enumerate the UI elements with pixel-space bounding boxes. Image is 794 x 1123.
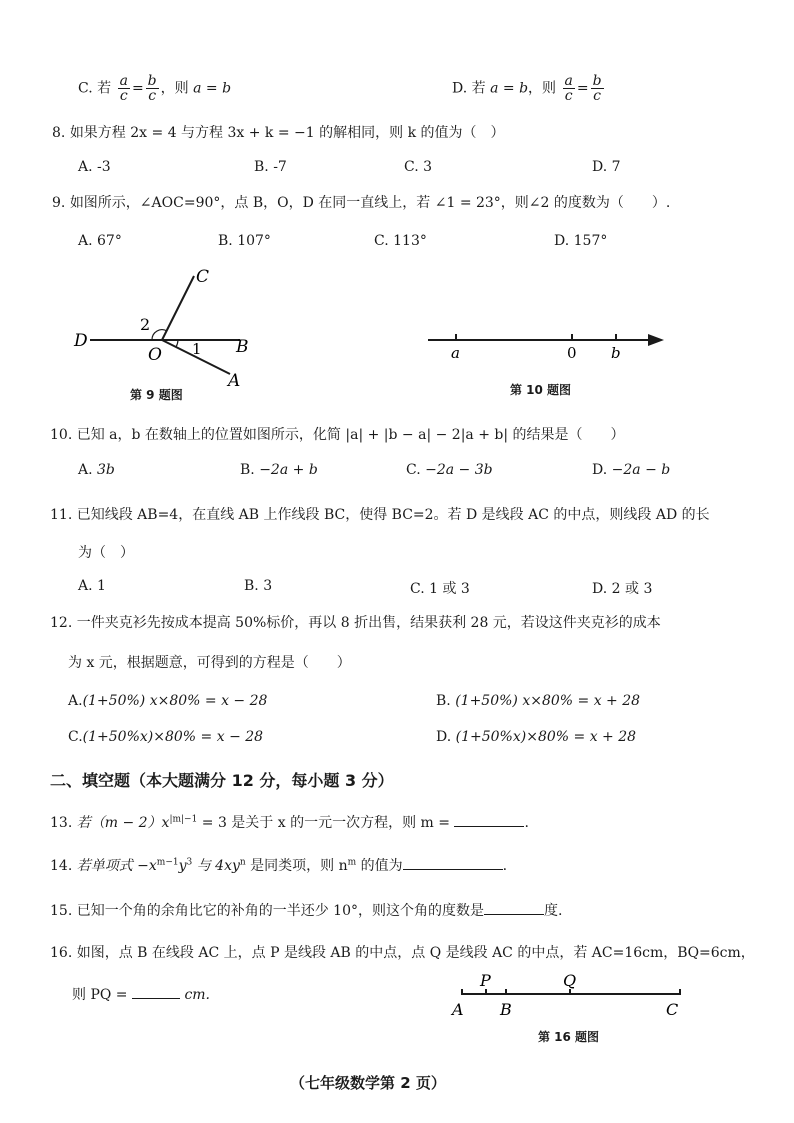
- option-text: 若: [97, 80, 112, 97]
- q9-option-b: [218, 233, 271, 249]
- page-footer: （七年级数学第 2 页）: [290, 1074, 446, 1092]
- option-value: 113°: [393, 233, 427, 249]
- option-value: 3: [423, 159, 433, 175]
- exponent: 3: [186, 857, 193, 868]
- q8-option-c: [404, 159, 432, 175]
- label-o: O: [148, 345, 162, 365]
- q9-option-d: [554, 233, 607, 249]
- option-value: -7: [273, 159, 287, 175]
- question-text: .: [502, 858, 508, 874]
- option-value: (1+50%x)×80% = x − 28: [82, 729, 264, 745]
- option-result: a = b: [193, 80, 232, 97]
- q9-option-c: [374, 233, 427, 249]
- question-text: 的值为: [356, 858, 403, 874]
- q11-stem: [50, 504, 710, 524]
- option-label: D.: [592, 159, 608, 175]
- label-a: A: [228, 371, 241, 391]
- question-text: 度.: [543, 903, 563, 919]
- option-label: D.: [436, 729, 452, 745]
- option-label: D.: [452, 80, 468, 97]
- label-b: b: [611, 344, 621, 362]
- q15-stem: [50, 900, 562, 920]
- option-label: C.: [68, 729, 83, 745]
- fraction: [146, 74, 159, 103]
- option-label: A.: [78, 159, 93, 175]
- question-number: 16.: [50, 945, 73, 961]
- numerator: a: [564, 73, 573, 89]
- answer-blank[interactable]: [484, 902, 544, 915]
- q13-stem: [50, 812, 529, 832]
- exponent: m: [347, 857, 357, 868]
- exponent: m−1: [156, 857, 179, 868]
- q12-option-d: [436, 729, 636, 745]
- question-text: 如图所示，∠AOC=90°，点 B，O，D 在同一直线上，若 ∠1 = 23°，则∠2 的度数为（ ）.: [69, 195, 671, 211]
- question-text: 是同类项，则 n: [245, 858, 348, 874]
- question-number: 15.: [50, 903, 73, 919]
- label-a: a: [451, 344, 460, 362]
- q10-option-b: [240, 462, 318, 478]
- q8-option-b: [254, 159, 287, 175]
- question-number: 14.: [50, 858, 73, 874]
- numerator: a: [119, 73, 128, 89]
- option-label: D.: [554, 233, 570, 249]
- option-value: 2 或 3: [611, 581, 653, 597]
- q10-stem: [50, 424, 625, 444]
- q11-option-c: [410, 578, 470, 598]
- figure-10-caption: 第 10 题图: [510, 383, 572, 397]
- q7-option-d: [452, 74, 606, 103]
- question-text: y: [178, 858, 187, 874]
- q8-option-d: [592, 159, 621, 175]
- equals-sign: =: [131, 80, 144, 97]
- label-c: C: [666, 1000, 679, 1019]
- angle-1-arc: [176, 340, 178, 347]
- option-label: A.: [68, 693, 83, 709]
- question-text: cm.: [184, 987, 211, 1003]
- q14-stem: [50, 855, 507, 875]
- option-value: −2a + b: [259, 462, 318, 478]
- option-label: C.: [78, 80, 93, 97]
- q10-option-c: [406, 462, 493, 478]
- question-text: = 3 是关于 x 的一元一次方程，则 m =: [197, 815, 451, 831]
- q12-option-a: [68, 693, 267, 709]
- q10-option-d: [592, 462, 670, 478]
- question-number: 10.: [50, 427, 73, 443]
- label-c: C: [196, 267, 210, 287]
- figure-16-segment: [446, 970, 696, 1022]
- option-value: (1+50%x)×80% = x + 28: [455, 729, 637, 745]
- option-value: -3: [97, 159, 111, 175]
- option-label: D.: [592, 462, 608, 478]
- option-value: 1 或 3: [429, 581, 470, 597]
- q9-stem: [52, 192, 670, 212]
- denominator: c: [564, 88, 573, 104]
- option-value: 157°: [573, 233, 608, 249]
- label-angle-1: 1: [192, 340, 202, 358]
- option-label: B.: [240, 462, 255, 478]
- option-label: C.: [406, 462, 421, 478]
- q11-option-d: [592, 578, 652, 598]
- denominator: c: [593, 88, 601, 104]
- option-value: 7: [611, 159, 621, 175]
- figure-9: [70, 262, 270, 402]
- option-label: C.: [404, 159, 419, 175]
- q10-option-a: [78, 462, 115, 478]
- q16-stem: [50, 942, 755, 962]
- label-p: P: [480, 971, 491, 990]
- question-text: 如果方程 2x = 4 与方程 3x + k = −1 的解相同，则 k 的值为（ ）: [69, 125, 505, 141]
- option-label: C.: [410, 581, 425, 597]
- label-a: A: [452, 1000, 464, 1019]
- option-label: A.: [78, 233, 93, 249]
- option-text: 若: [471, 80, 486, 97]
- q16-stem-line2: [72, 984, 210, 1004]
- question-number: 11.: [50, 507, 73, 523]
- option-label: B.: [244, 578, 259, 594]
- option-label: D.: [592, 581, 608, 597]
- option-label: B.: [218, 233, 233, 249]
- fraction: [591, 74, 604, 103]
- q11-option-b: [244, 578, 272, 594]
- option-label: B.: [436, 693, 451, 709]
- arrow-right-icon: [648, 334, 664, 346]
- q11-option-a: [78, 578, 106, 594]
- question-text: 一件夹克衫先按成本提高 50%标价，再以 8 折出售，结果获利 28 元，若设这件夹克衫的成本: [76, 615, 661, 631]
- option-value: −2a − b: [611, 462, 671, 478]
- option-text: ，则: [528, 80, 557, 97]
- q12-option-c: [68, 729, 263, 745]
- question-number: 9.: [52, 195, 66, 211]
- label-b: B: [236, 337, 249, 357]
- label-angle-2: 2: [140, 315, 151, 334]
- label-d: D: [74, 331, 88, 351]
- q7-option-c: [78, 74, 231, 103]
- option-value: 3: [263, 578, 273, 594]
- figure-9-caption: 第 9 题图: [130, 388, 183, 402]
- q8-option-a: [78, 159, 111, 175]
- answer-blank[interactable]: [403, 857, 503, 870]
- option-value: −2a − 3b: [425, 462, 493, 478]
- answer-blank[interactable]: [454, 814, 524, 827]
- q11-stem-line2: 为（ ）: [78, 545, 134, 561]
- option-value: 1: [97, 578, 106, 594]
- question-text: 若单项式 −x: [76, 858, 157, 874]
- question-text: .: [524, 815, 529, 831]
- denominator: c: [119, 88, 128, 104]
- q8-stem: [52, 122, 505, 142]
- q9-option-a: [78, 233, 122, 249]
- denominator: c: [148, 88, 157, 104]
- question-text: 则 PQ =: [72, 987, 128, 1003]
- option-value: 67°: [97, 233, 122, 249]
- question-text: 与 4xy: [192, 858, 240, 874]
- option-condition: a = b: [490, 80, 529, 97]
- fraction: [563, 74, 575, 103]
- equals-sign: =: [576, 80, 589, 97]
- question-number: 13.: [50, 815, 73, 831]
- label-b: B: [500, 1000, 512, 1019]
- option-value: 107°: [237, 233, 271, 249]
- numerator: b: [592, 73, 602, 89]
- option-value: 3b: [97, 462, 115, 478]
- q12-stem: [50, 612, 661, 632]
- figure-10-number-line: [420, 320, 680, 370]
- label-q: Q: [563, 971, 577, 990]
- section-2-heading: 二、填空题（本大题满分 12 分，每小题 3 分）: [50, 771, 394, 790]
- exponent: |m|−1: [169, 814, 198, 825]
- question-text: 已知 a，b 在数轴上的位置如图所示，化简 |a| + |b − a| − 2|a + b| 的结果是（ ）: [76, 427, 625, 443]
- question-text: 如图，点 B 在线段 AC 上，点 P 是线段 AB 的中点，点 Q 是线段 AC 的中点，若 AC=16cm，BQ=6cm，: [76, 945, 755, 961]
- option-label: B.: [254, 159, 269, 175]
- figure-16-caption: 第 16 题图: [538, 1030, 600, 1044]
- option-text: ，则: [160, 80, 189, 97]
- option-label: C.: [374, 233, 389, 249]
- question-number: 8.: [52, 125, 66, 141]
- fraction: [118, 74, 130, 103]
- option-label: A.: [78, 462, 93, 478]
- numerator: b: [147, 73, 157, 89]
- option-value: (1+50%) x×80% = x + 28: [455, 693, 641, 709]
- exponent: n: [239, 857, 246, 868]
- answer-blank[interactable]: [132, 986, 180, 999]
- label-zero: 0: [567, 344, 577, 362]
- option-label: A.: [78, 578, 93, 594]
- option-value: (1+50%) x×80% = x − 28: [82, 693, 268, 709]
- question-text: 已知线段 AB=4，在直线 AB 上作线段 BC，使得 BC=2。若 D 是线段 AC 的中点，则线段 AD 的长: [76, 507, 710, 523]
- question-text: 若（m − 2）x: [76, 815, 170, 831]
- q12-option-b: [436, 693, 640, 709]
- question-text: 已知一个角的余角比它的补角的一半还少 10°，则这个角的度数是: [76, 903, 484, 919]
- q12-stem-line2: 为 x 元，根据题意，可得到的方程是（ ）: [68, 655, 351, 671]
- question-number: 12.: [50, 615, 73, 631]
